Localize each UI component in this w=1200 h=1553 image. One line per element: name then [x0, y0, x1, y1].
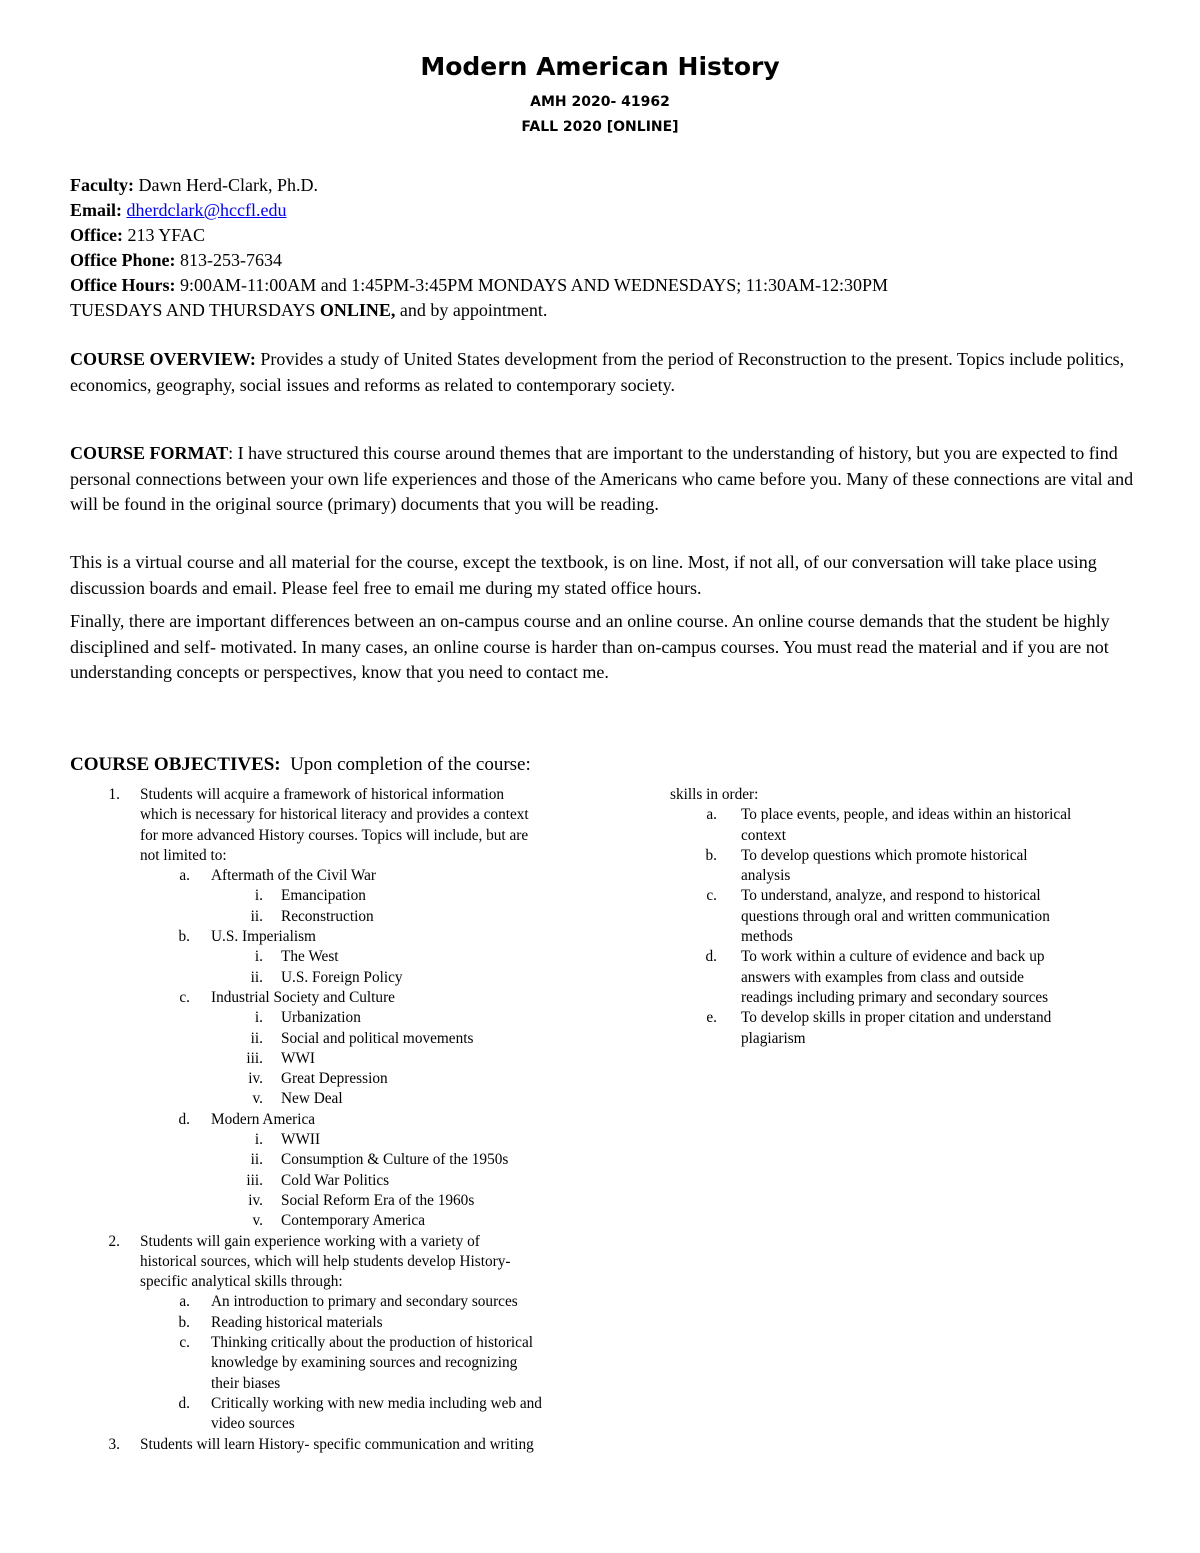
list-item — [70, 1171, 610, 1191]
objectives-label: COURSE OBJECTIVES: — [70, 754, 281, 775]
faculty-line — [70, 173, 1140, 198]
list-item-text: Critically working with new media including web and — [211, 1394, 542, 1412]
list-item — [70, 1211, 610, 1231]
list-item — [70, 1313, 610, 1333]
list-item — [70, 886, 610, 906]
list-item-marker: a. — [179, 1293, 190, 1311]
list-item-text: U.S. Foreign Policy — [281, 968, 403, 986]
hours-label: Office Hours: — [70, 275, 176, 295]
list-item-text: Modern America — [211, 1110, 316, 1128]
list-item-text: Contemporary America — [281, 1212, 425, 1230]
list-item-text: historical sources, which will help students develop History- — [140, 1252, 511, 1270]
list-item-text: To work within a culture of evidence and back up — [741, 948, 1045, 966]
list-item-text: Aftermath of the Civil War — [211, 867, 377, 885]
list-item-text: To develop skills in proper citation and understand — [741, 1009, 1052, 1027]
list-item-text: not limited to: — [140, 846, 227, 864]
list-item-marker: c. — [706, 887, 717, 905]
list-item — [670, 1008, 1140, 1049]
list-item — [70, 785, 610, 866]
office-line — [70, 223, 1140, 248]
list-item — [70, 968, 610, 988]
list-item-marker: 1. — [108, 786, 120, 803]
list-item — [70, 988, 610, 1008]
list-item — [70, 1150, 610, 1170]
list-item-text: Reading historical materials — [211, 1313, 383, 1331]
phone-value: 813-253-7634 — [179, 250, 282, 270]
list-item — [670, 846, 1140, 887]
list-item-marker: e. — [706, 1009, 717, 1027]
list-item — [70, 1008, 610, 1028]
list-item-text: Urbanization — [281, 1009, 361, 1027]
hours-online: ONLINE, — [319, 300, 396, 320]
list-item-marker: i. — [254, 1131, 263, 1149]
list-item — [70, 1049, 610, 1069]
list-item-marker: ii. — [250, 1029, 263, 1047]
list-item-marker: iii. — [246, 1049, 263, 1067]
hours-value-line2b: and by appointment. — [395, 300, 548, 320]
faculty-value: Dawn Herd-Clark, Ph.D. — [138, 175, 318, 195]
list-item-text: Consumption & Culture of the 1950s — [281, 1151, 509, 1169]
list-item-text: To develop questions which promote historical — [741, 846, 1028, 864]
list-item-marker: 2. — [108, 1232, 120, 1250]
list-item — [70, 1232, 610, 1293]
list-item-text: Students will acquire a framework of historical information — [140, 786, 505, 803]
format-text: : I have structured this course around themes that are important to the understanding of history, but you are expected to find personal connections between your own life experiences and those of the Americans who came before you. Many of these connections are vital and will be found in the original source (primary) documents that you will be reading. — [70, 443, 1134, 514]
list-item-marker: iv. — [248, 1191, 263, 1209]
course-format — [70, 441, 1145, 518]
list-item-marker: c. — [179, 1334, 190, 1352]
list-item-text: knowledge by examining sources and recognizing — [211, 1354, 518, 1372]
list-item — [70, 1029, 610, 1049]
email-label: Email: — [70, 200, 122, 220]
list-item-marker: d. — [705, 948, 717, 966]
hours-value-line1: 9:00AM-11:00AM and 1:45PM-3:45PM MONDAYS AND WEDNESDAYS; 11:30AM-12:30PM — [179, 275, 889, 295]
office-label: Office: — [70, 225, 123, 245]
list-item — [670, 886, 1140, 947]
email-line — [70, 198, 1140, 223]
list-item-marker: iii. — [246, 1171, 263, 1189]
list-item — [70, 907, 610, 927]
course-overview — [70, 347, 1145, 398]
hours-line — [70, 273, 1140, 298]
list-item-text: questions through oral and written communication — [741, 907, 1050, 925]
list-item-text: Students will learn History- specific communication and writing — [140, 1435, 534, 1453]
list-item — [70, 1333, 610, 1394]
list-item-text: U.S. Imperialism — [211, 928, 316, 946]
list-item-text: To understand, analyze, and respond to historical — [741, 887, 1041, 905]
list-item-marker: b. — [705, 846, 717, 864]
objectives-intro: Upon completion of the course: — [290, 754, 531, 775]
list-continuation: skills in order: — [670, 786, 759, 803]
list-item — [70, 1089, 610, 1109]
page-title: Modern American History — [420, 52, 780, 81]
list-item-text: To place events, people, and ideas within an historical — [741, 806, 1072, 824]
list-item-text: analysis — [741, 867, 791, 885]
list-item-marker: ii. — [250, 968, 263, 986]
list-item-marker: i. — [254, 887, 263, 905]
objectives-column-2 — [670, 785, 1140, 1049]
list-item-marker: a. — [706, 806, 717, 824]
office-value: 213 YFAC — [127, 225, 205, 245]
course-code: AMH 2020- 41962 — [530, 94, 670, 110]
list-item-text: plagiarism — [741, 1029, 806, 1047]
list-item-marker: i. — [254, 1009, 263, 1027]
format-paragraph-3: Finally, there are important differences between an on-campus course and an online course. An online course demands that the student be highly disciplined and self- motivated. In many cases, an online course is harder than on-campus courses. You must read the material and if you are not understanding concepts or perspectives, know that you need to contact me. — [70, 611, 1110, 682]
list-item-text: answers with examples from class and outside — [741, 968, 1024, 986]
list-item-text: Reconstruction — [281, 907, 374, 925]
format-label: COURSE FORMAT — [70, 443, 229, 463]
list-item — [670, 805, 1140, 846]
list-item-text: methods — [741, 928, 793, 946]
list-item-text: Great Depression — [281, 1070, 388, 1088]
list-item-text: WWII — [281, 1131, 321, 1149]
list-item-text: An introduction to primary and secondary sources — [211, 1293, 518, 1311]
list-item-text: Thinking critically about the production of historical — [211, 1334, 534, 1352]
list-item — [70, 1069, 610, 1089]
list-item-text: Social Reform Era of the 1960s — [281, 1191, 475, 1209]
list-item-text: Social and political movements — [281, 1029, 474, 1047]
list-item — [70, 1191, 610, 1211]
format-paragraph-2: This is a virtual course and all material for the course, except the textbook, is on line. Most, if not all, of our conversation will take place using discussion boards and email. Please feel free to email me during my stated office hours. — [70, 552, 1097, 598]
list-item-text: Emancipation — [281, 887, 366, 905]
list-item — [70, 1110, 610, 1130]
list-item-text: readings including primary and secondary sources — [741, 988, 1049, 1006]
list-item-marker: c. — [179, 988, 190, 1006]
list-item-marker: 3. — [108, 1435, 120, 1453]
list-item-marker: ii. — [250, 907, 263, 925]
list-item-text: The West — [281, 948, 339, 966]
list-item-marker: b. — [178, 1313, 190, 1331]
list-item — [70, 1292, 610, 1312]
list-item-text: video sources — [211, 1415, 295, 1433]
course-term: FALL 2020 [ONLINE] — [521, 119, 679, 135]
list-item-text: New Deal — [281, 1090, 343, 1108]
phone-label: Office Phone: — [70, 250, 176, 270]
list-item-text: Students will gain experience working with a variety of — [140, 1232, 480, 1250]
list-item — [70, 866, 610, 886]
list-item-text: WWI — [281, 1049, 315, 1067]
hours-line-2 — [70, 298, 1140, 323]
list-item — [70, 1394, 610, 1435]
list-item-marker: v. — [252, 1090, 263, 1108]
list-item-marker: ii. — [250, 1151, 263, 1169]
objectives-column-1 — [70, 785, 610, 1455]
overview-text: Provides a study of United States development from the period of Reconstruction to the present. Topics include politics, economics, geography, social issues and reforms as related to contemporary society. — [70, 349, 1125, 395]
list-item-text: Industrial Society and Culture — [211, 988, 395, 1006]
list-item-text: for more advanced History courses. Topics will include, but are — [140, 826, 529, 844]
faculty-label: Faculty: — [70, 175, 134, 195]
hours-value-line2a: TUESDAYS AND THURSDAYS — [70, 300, 320, 320]
list-item-text: their biases — [211, 1374, 281, 1392]
list-item — [70, 1130, 610, 1150]
list-item — [70, 947, 610, 967]
email-link[interactable]: dherdclark@hccfl.edu — [126, 200, 287, 220]
phone-line — [70, 248, 1140, 273]
objectives-heading — [70, 752, 531, 777]
list-item-marker: i. — [254, 948, 263, 966]
list-item — [70, 1435, 610, 1455]
list-item-marker: b. — [178, 928, 190, 946]
list-item — [670, 947, 1140, 1008]
list-item-marker: a. — [179, 867, 190, 885]
list-item-marker: v. — [252, 1212, 263, 1230]
list-item-text: specific analytical skills through: — [140, 1273, 343, 1291]
list-item-marker: d. — [178, 1394, 190, 1412]
list-item-text: which is necessary for historical literacy and provides a context — [140, 806, 529, 824]
list-item-text: context — [741, 826, 787, 844]
list-item-marker: d. — [178, 1110, 190, 1128]
list-item-marker: iv. — [248, 1070, 263, 1088]
list-item-text: Cold War Politics — [281, 1171, 390, 1189]
list-item — [70, 927, 610, 947]
overview-label: COURSE OVERVIEW: — [70, 349, 256, 369]
